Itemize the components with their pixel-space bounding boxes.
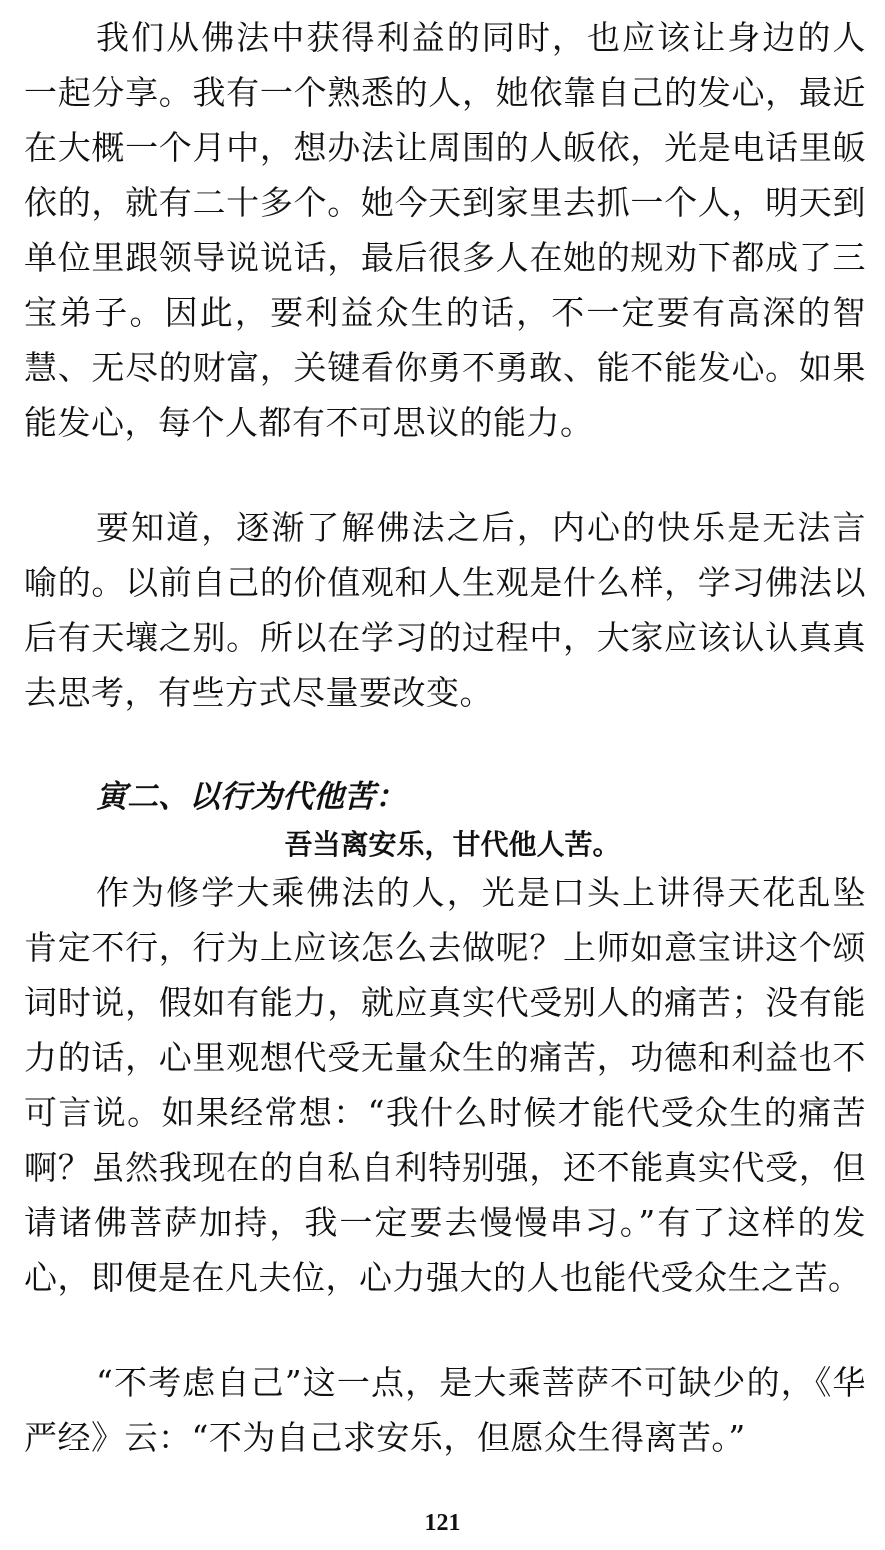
paragraph-joy-of-dharma: 要知道，逐渐了解佛法之后，内心的快乐是无法言喻的。以前自己的价值观和人生观是什么样，学习佛法以后有天壤之别。所以在学习的过程中，大家应该认认真真去思考，有些方式尽量要改变。 [24, 508, 866, 712]
paragraph-taking-on-suffering: 作为修学大乘佛法的人，光是口头上讲得天花乱坠肯定不行，行为上应该怎么去做呢？上师如意宝讲这个颂词时说，假如有能力，就应真实代受别人的痛苦；没有能力的话，心里观想代受无量众生的痛苦，功德和利益也不可言说。如果经常想：“我什么时候才能代受众生的痛苦啊？虽然我现在的自私自利特别强，还不能真实代受，但请诸佛菩萨加持，我一定要去慢慢串习。”有了这样的发心，即便是在凡夫位，心力强大的人也能代受众生之苦。 [24, 873, 866, 1297]
page-number: 121 [424, 1510, 461, 1536]
paragraph-avatamsaka-quote: “不考虑自己”这一点，是大乘菩萨不可缺少的，《华严经》云：“不为自己求安乐，但愿众生得离苦。” [24, 1363, 866, 1457]
paragraph-sharing-dharma: 我们从佛法中获得利益的同时，也应该让身边的人一起分享。我有一个熟悉的人，她依靠自己的发心，最近在大概一个月中，想办法让周围的人皈依，光是电话里皈依的，就有二十多个。她今天到家里去抓一个人，明天到单位里跟领导说说话，最后很多人在她的规劝下都成了三宝弟子。因此，要利益众生的话，不一定要有高深的智慧、无尽的财富，关键看你勇不勇敢、能不能发心。如果能发心，每个人都有不可思议的能力。 [24, 18, 866, 442]
verse-line: 吾当离安乐，甘代他人苦。 [284, 828, 621, 861]
section-heading: 寅二、以行为代他苦： [96, 779, 406, 815]
